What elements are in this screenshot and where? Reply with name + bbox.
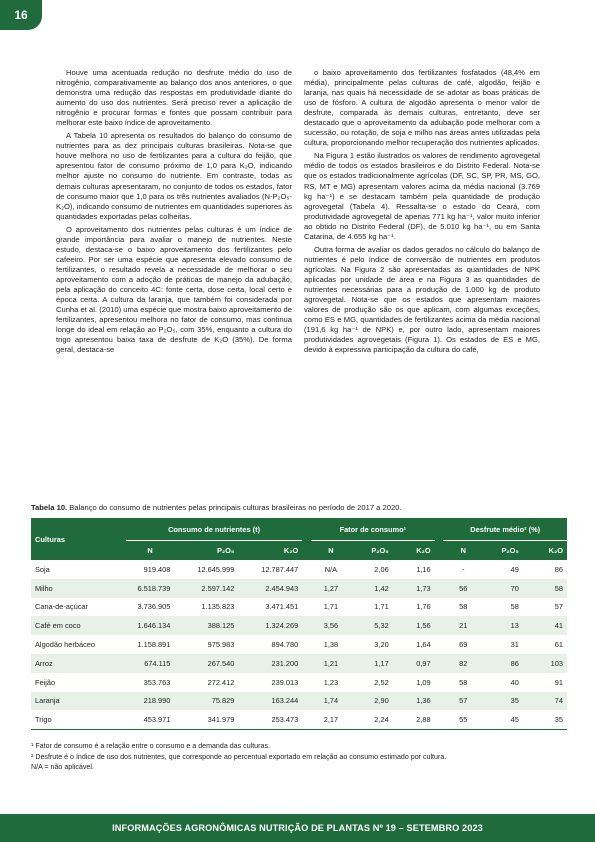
paragraph: A Tabela 10 apresenta os resultados do balanço do consumo de nutrientes para as dez principais culturas brasileiras. Nota-se que houve melhora no uso de fertilizantes para a cultura do feijão, que apresentou fator de consumo próximo de 1,0 para K₂O, indicando melhor ajuste no consumo do nutriente. Em contraste, todas as demais culturas apresentaram, no conjunto de todos os estados, fator de consumo maior que 1,0 para os três nutrientes avaliados (N-P₂O₅-K₂O), indicando consumo de nutrientes em quantidades superiores às quantidades exportadas pelas colheitas. [56, 131, 292, 221]
table-caption [31, 503, 571, 513]
table-row [31, 654, 567, 673]
table-cell: 58 [510, 602, 519, 612]
table-cell: 56 [443, 579, 483, 598]
subheader-p2o5: P₂O₅ [483, 541, 523, 561]
table-cell: 1.158.891 [137, 640, 171, 650]
page-number-badge [0, 0, 42, 30]
table-cell: 1,71 [323, 602, 339, 612]
subheader-k2o: K₂O [393, 541, 435, 561]
crop-name-cell: Feijão [35, 677, 56, 687]
table-cell: 1.135.823 [201, 602, 235, 612]
table-cell: 13 [483, 616, 523, 635]
table-cell: 2,90 [351, 692, 393, 711]
table-cell: 1,74 [311, 692, 351, 711]
table-cell: 1,21 [311, 654, 351, 673]
table-cell: 1,73 [393, 579, 435, 598]
table-cell: 1,36 [393, 692, 435, 711]
subheader-n: N [126, 541, 175, 561]
table-cell: 2.597.142 [174, 579, 238, 598]
column-spacer [435, 598, 444, 617]
table-cell: 45 [483, 710, 523, 729]
table-cell: 6.518.739 [126, 579, 175, 598]
table-cell: 91 [554, 677, 563, 687]
column-spacer [435, 692, 444, 711]
column-spacer [435, 654, 444, 673]
table-cell: 2,17 [311, 710, 351, 729]
footnote: N/A = não aplicável. [31, 763, 94, 771]
table-cell: 1.646.134 [126, 616, 175, 635]
table-cell: 61 [554, 640, 563, 650]
paragraph: Houve uma acentuada redução no desfrute médio do uso de nitrogênio, comparativamente ao balanço dos anos anteriores, o que demonstra uma redução das respostas em produtividade diante do aumento do uso dos nutrientes. Será preciso rever a aplicação de nitrogênio e procurar formas e fontes que possam contribuir para melhorar este baixo índice de aproveitamento. [56, 68, 292, 128]
column-spacer [435, 616, 444, 635]
table-cell: 86 [483, 654, 523, 673]
table-cell: 388.125 [174, 616, 238, 635]
header-spacer [435, 518, 444, 560]
table-cell: 1,71 [374, 602, 389, 612]
footnote: ² Desfrute é o índice de uso dos nutrientes, que corresponde ao percentual exportado em relação ao consumo estimado por cultura. [31, 752, 447, 761]
table-cell: 74 [523, 692, 567, 711]
table-cell: 0,97 [393, 654, 435, 673]
table-footnotes [31, 741, 567, 773]
column-spacer [302, 673, 311, 692]
column-spacer [435, 635, 444, 654]
left-text-column [56, 68, 292, 355]
table-cell: 41 [523, 616, 567, 635]
table-cell: 3,56 [311, 616, 351, 635]
table-cell: 12.787.447 [261, 564, 299, 574]
crop-name-cell: Algodão herbáceo [35, 640, 95, 650]
table-cell: 82 [443, 654, 483, 673]
column-spacer [435, 560, 444, 579]
right-text-column [304, 68, 540, 355]
table-cell: 1.324.269 [238, 616, 302, 635]
table-row [31, 710, 567, 729]
table-cell: 57 [554, 602, 563, 612]
table-cell: 2.454.943 [238, 579, 302, 598]
column-spacer [302, 692, 311, 711]
group-header-consumption-factor: Fator de consumo¹ [311, 518, 435, 541]
nutrient-balance-table [31, 518, 567, 730]
table-cell: 3,20 [374, 640, 389, 650]
table-cell: 272.412 [207, 677, 235, 687]
table-cell: 353.763 [143, 677, 171, 687]
table-cell: 2,88 [393, 710, 435, 729]
crop-name-cell: Milho [31, 579, 126, 598]
table-cell: 35 [483, 692, 523, 711]
table-cell: 253.473 [238, 710, 302, 729]
header-spacer [302, 518, 311, 560]
table-row [31, 635, 567, 654]
column-spacer [302, 560, 311, 579]
table-cell: 453.971 [126, 710, 175, 729]
group-header-consumption: Consumo de nutrientes (t) [126, 518, 302, 541]
column-spacer [302, 616, 311, 635]
table-caption-label: Tabela 10. [31, 503, 68, 512]
table-cell: 5,32 [351, 616, 393, 635]
table-cell: 49 [510, 564, 519, 574]
column-spacer [302, 654, 311, 673]
table-cell: 40 [510, 677, 519, 687]
footer-bar [0, 814, 595, 842]
table-cell: 21 [443, 616, 483, 635]
table-cell: 35 [523, 710, 567, 729]
subheader-n: N [443, 541, 483, 561]
table-cell: 1,23 [323, 677, 339, 687]
table-cell: 1,56 [393, 616, 435, 635]
table-cell: 58 [523, 579, 567, 598]
table-row [31, 616, 567, 635]
crop-column-header: Culturas [31, 518, 126, 560]
column-spacer [302, 598, 311, 617]
table-cell: 1,42 [351, 579, 393, 598]
table-cell: 69 [459, 640, 468, 650]
table-row [31, 692, 567, 711]
table-cell: 58 [459, 602, 468, 612]
crop-name-cell: Soja [35, 564, 50, 574]
group-header-mean-uptake: Desfrute médio² (%) [443, 518, 567, 541]
table-cell: 1,16 [416, 564, 431, 574]
subheader-n: N [311, 541, 351, 561]
paragraph: Na Figura 1 estão ilustrados os valores de rendimento agrovegetal médio de todos os estados brasileiros e do Distrito Federal. Nota-se que os estados tradicionalmente agrícolas (DF, SC, SP, PR, MS, GO, RS, MT e MG) apresentam valores acima da média nacional (3.769 kg ha⁻¹) e se destacam também pela quantidade de produção agrovegetal (Tabela 4). Ressalta-se o estado do Ceará, com produtividade agrovegetal de apenas 771 kg ha⁻¹, valor muito inferior ao obtido no Distrito Federal (DF), de 5.010 kg ha⁻¹, ou em Santa Catarina, de 4.655 kg ha⁻¹. [304, 151, 540, 241]
table-cell: 267.540 [174, 654, 238, 673]
table-cell: 218.990 [126, 692, 175, 711]
column-spacer [302, 710, 311, 729]
table-cell: N/A [324, 564, 338, 574]
paragraph: Outra forma de avaliar os dados gerados no cálculo do balanço de nutrientes é pelo índice de conversão de nutrientes em produtos agrícolas. Na Figura 2 são apresentadas as quantidades de NPK aplicadas por unidade de área e na Figura 3 as quantidades de nutrientes necessárias para a produção de 1.000 kg de produto agrovegetal. Nota-se que os estados que apresentam maiores valores de produção são os que aplicam, com algumas exceções, como ES e MG, quantidades de fertilizantes acima da média nacional (191,6 kg ha⁻¹ de NPK) e, por outro lado, apresentam maiores produtividades agrovegetais (Figura 1). Os estados de ES e MG, devido à expressiva participação da cultura do café, [304, 244, 540, 355]
table-cell: 3.736.905 [137, 602, 171, 612]
table-row [31, 673, 567, 692]
crop-name-cell: Arroz [31, 654, 126, 673]
crop-name-cell: Cana-de-açúcar [35, 602, 88, 612]
table-cell: 86 [554, 564, 563, 574]
table-row [31, 598, 567, 617]
table-cell: 70 [483, 579, 523, 598]
table-cell: 2,06 [374, 564, 389, 574]
paragraph: O aproveitamento dos nutrientes pelas culturas é um índice de grande importância para avaliar o manejo de nutrientes. Neste estudo, destaca-se o baixo aproveitamento dos fertilizantes pelo cafeeiro. Por ser uma espécie que apresenta elevado consumo de fertilizantes, o resultado revela a necessidade de melhorar o seu aproveitamento com a adoção de práticas de manejo da adubação, pela aplicação do conceito 4C: fonte certa, dose certa, local certo e época certa. A cultura da laranja, que também foi considerada por Cunha et al. (2010) uma espécie que mostra baixo aproveitamento de fertilizantes, apresentou melhora no fator de consumo, mas continua longe do ideal em relação ao P₂O₅, com 35%, enquanto a cultura do trigo apresentou baixa taxa de desfrute de K₂O (35%). De forma geral, destaca-se [56, 224, 292, 355]
paragraph: o baixo aproveitamento dos fertilizantes fosfatados (48,4% em média), principalmente pelas culturas de café, algodão, feijão e laranja, nas quais há necessidade de se adotar as boas práticas de uso de fósforo. A cultura de algodão apresenta o menor valor de desfrute, comparada às demais culturas, entretanto, deve ser destacado que o aproveitamento da adubação pode melhorar com a sucessão, ou rotação, de soja e milho nas áreas antes utilizadas pela cultura, proporcionando melhor recuperação dos nutrientes aplicados. [304, 68, 540, 148]
table-cell: 2,52 [374, 677, 389, 687]
table-cell: 31 [510, 640, 519, 650]
footnote: ¹ Fator de consumo é a relação entre o consumo e a demanda das culturas. [31, 742, 270, 750]
table-cell: - [462, 564, 465, 574]
table-cell: 103 [523, 654, 567, 673]
subheader-p2o5: P₂O₅ [174, 541, 238, 561]
table-cell: 975.983 [207, 640, 235, 650]
table-caption-text: Balanço do consumo de nutrientes pelas principais culturas brasileiras no período de 2017 a 2020. [67, 503, 402, 512]
table-cell: 231.200 [238, 654, 302, 673]
table-cell: 341.979 [174, 710, 238, 729]
subheader-p2o5: P₂O₅ [351, 541, 393, 561]
table-cell: 55 [443, 710, 483, 729]
column-spacer [435, 710, 444, 729]
table-cell: 1,76 [416, 602, 431, 612]
table-cell: 58 [459, 677, 468, 687]
table-row [31, 579, 567, 598]
table-cell: 1,64 [416, 640, 431, 650]
crop-name-cell: Café em coco [31, 616, 126, 635]
table-cell: 12.645.999 [197, 564, 235, 574]
table-cell: 894.780 [271, 640, 299, 650]
footer-publication-title: INFORMAÇÕES AGRONÔMICAS NUTRIÇÃO DE PLANTAS Nº 19 – SETEMBRO 2023 [112, 823, 483, 833]
table-cell: 239.013 [271, 677, 299, 687]
table-cell: 2,24 [351, 710, 393, 729]
table-cell: 1,27 [311, 579, 351, 598]
column-spacer [302, 579, 311, 598]
table-cell: 919.408 [143, 564, 171, 574]
table-cell: 3.471.451 [265, 602, 299, 612]
table-cell: 1,09 [416, 677, 431, 687]
column-spacer [435, 673, 444, 692]
column-spacer [302, 635, 311, 654]
page-number: 16 [14, 8, 28, 22]
table-cell: 1,17 [351, 654, 393, 673]
table-cell: 163.244 [238, 692, 302, 711]
crop-name-cell: Trigo [31, 710, 126, 729]
table-cell: 57 [443, 692, 483, 711]
table-cell: 674.115 [126, 654, 175, 673]
subheader-k2o: K₂O [523, 541, 567, 561]
table-row [31, 560, 567, 579]
table-body [31, 560, 567, 730]
table-cell: 1,38 [323, 640, 339, 650]
crop-name-cell: Laranja [31, 692, 126, 711]
column-spacer [435, 579, 444, 598]
table-cell: 75.829 [174, 692, 238, 711]
subheader-k2o: K₂O [238, 541, 302, 561]
